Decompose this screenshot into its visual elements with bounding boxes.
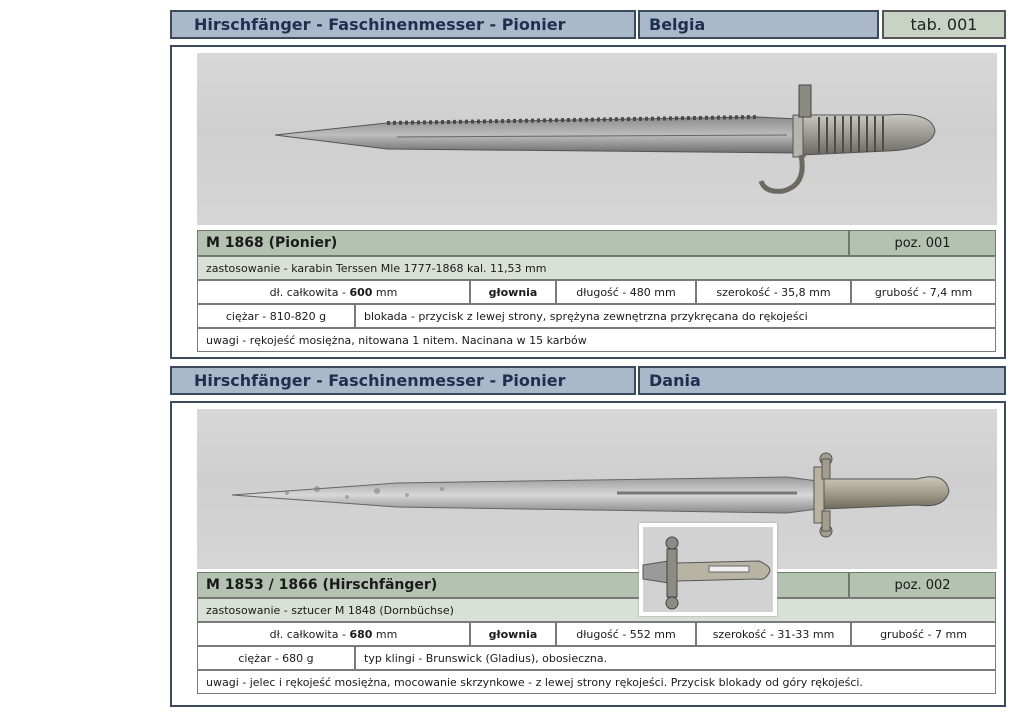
usage-row (197, 256, 996, 280)
section2-title-header (170, 366, 636, 395)
position-label-2 (849, 572, 996, 598)
total-length-cell-2 (197, 622, 470, 646)
section1-country-header (638, 10, 879, 39)
tab-number-header (882, 10, 1006, 39)
blade-label: głownia (488, 285, 538, 299)
section1-title-header (170, 10, 636, 39)
position-number: poz. 001 (894, 235, 951, 251)
section2-country-header (638, 366, 1006, 395)
total-length-cell (197, 280, 470, 304)
usage-row-2 (197, 598, 996, 622)
usage-text-2: zastosowanie - sztucer M 1848 (Dornbüchse) (206, 603, 454, 617)
weight-cell (197, 304, 355, 328)
blade-width: szerokość - 35,8 mm (716, 285, 831, 299)
tab-number: tab. 001 (910, 15, 978, 34)
sword-m1853-drawing (197, 409, 997, 569)
weight-2: ciężar - 680 g (238, 651, 314, 665)
total-length-value-2: 680 (349, 627, 373, 641)
total-length-unit: mm (375, 285, 398, 299)
notes: uwagi - rękojeść mosiężna, nitowana 1 nitem. Nacinana w 15 karbów (206, 333, 587, 347)
notes-2: uwagi - jelec i rękojeść mosiężna, mocowanie skrzynkowe - z lewej strony rękojeści. Przycisk blokady od góry rękojeści. (206, 675, 863, 689)
blade-width-cell-2 (696, 622, 851, 646)
notes-cell-2 (197, 670, 996, 694)
hilt-detail-drawing (639, 523, 777, 616)
blade-length: długość - 480 mm (576, 285, 676, 299)
sword-m1868-drawing (197, 53, 997, 225)
blade-width-cell (696, 280, 851, 304)
blade-width-2: szerokość - 31-33 mm (712, 627, 835, 641)
blade-type-cell (355, 646, 996, 670)
section1-country: Belgia (649, 15, 706, 34)
blade-thickness-cell (851, 280, 996, 304)
blade-label-2: głownia (488, 627, 538, 641)
model-title-row (197, 230, 849, 256)
usage-text: zastosowanie - karabin Terssen Mle 1777-1868 kal. 11,53 mm (206, 261, 547, 275)
section2-country: Dania (649, 371, 701, 390)
model-name: M 1868 (Pionier) (206, 235, 338, 251)
sword-photo-m1868 (197, 53, 997, 225)
total-length-value: 600 (349, 285, 373, 299)
section1-title: Hirschfänger - Faschinenmesser - Pionier (194, 15, 566, 34)
hilt-detail-photo (639, 523, 777, 616)
sword-photo-m1853 (197, 409, 997, 569)
lock-description: blokada - przycisk z lewej strony, sprężyna zewnętrzna przykręcana do rękojeści (364, 309, 808, 323)
blade-thickness-cell-2 (851, 622, 996, 646)
total-length-unit-2: mm (375, 627, 398, 641)
model-name-2: M 1853 / 1866 (Hirschfänger) (206, 577, 438, 593)
blade-type: typ klingi - Brunswick (Gladius), obosieczna. (364, 651, 608, 665)
weight: ciężar - 810-820 g (225, 309, 327, 323)
weight-cell-2 (197, 646, 355, 670)
blade-thickness-2: grubość - 7 mm (880, 627, 967, 641)
total-length-label-2: dł. całkowita - (269, 627, 346, 641)
total-length-label: dł. całkowita - (269, 285, 346, 299)
blade-label-cell-2 (470, 622, 556, 646)
blade-length-cell-2 (556, 622, 696, 646)
notes-cell (197, 328, 996, 352)
blade-thickness: grubość - 7,4 mm (874, 285, 973, 299)
position-number-2: poz. 002 (894, 577, 951, 593)
section2-title: Hirschfänger - Faschinenmesser - Pionier (194, 371, 566, 390)
lock-cell (355, 304, 996, 328)
blade-length-cell (556, 280, 696, 304)
position-label (849, 230, 996, 256)
blade-label-cell (470, 280, 556, 304)
blade-length-2: długość - 552 mm (576, 627, 676, 641)
